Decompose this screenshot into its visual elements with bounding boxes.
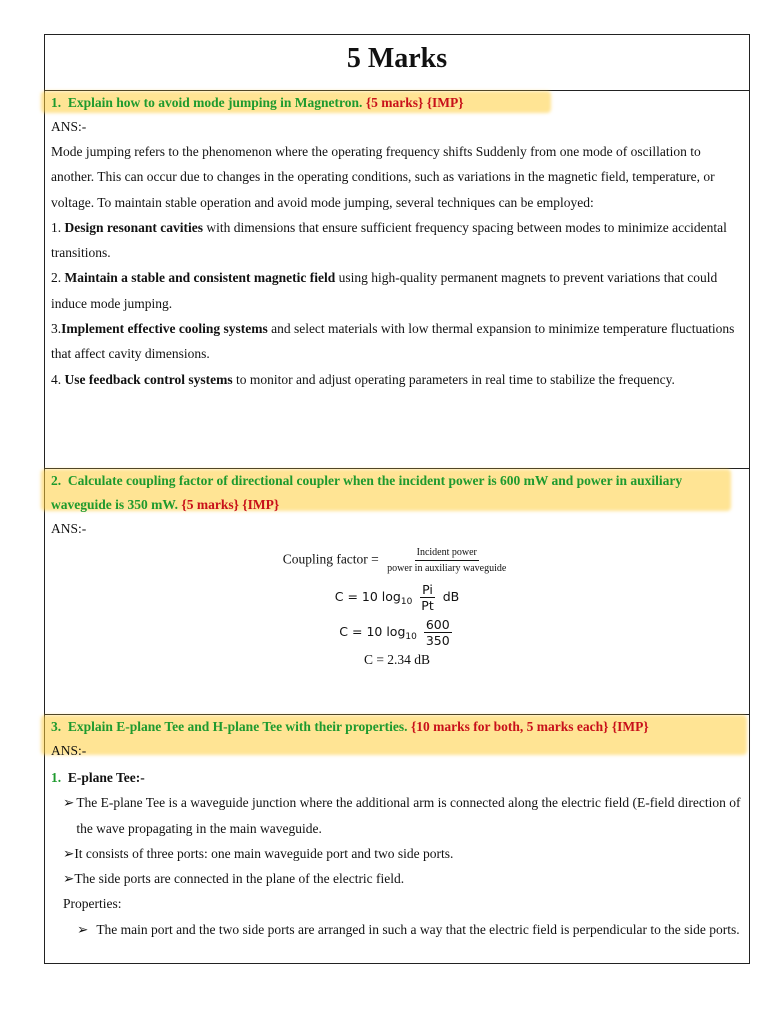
document-page <box>44 34 750 964</box>
question-3-section <box>45 715 749 965</box>
point-3: 3.Implement effective cooling systems and select materials with low thermal expansion to minimize temperature fluctuations that affect cavity dimensions. <box>51 321 735 362</box>
question-1-section <box>45 91 749 469</box>
arrow-bullet-icon: ➢ <box>63 795 75 811</box>
page-title: 5 Marks <box>45 35 749 91</box>
formula-result: C = 2.34 dB <box>363 652 431 667</box>
arrow-bullet-icon: ➢ <box>63 845 75 861</box>
bullet-item: ➢It consists of three ports: one main waveguide port and two side ports. <box>63 845 454 861</box>
question-3-heading: 3. Explain E-plane Tee and H-plane Tee with their properties. {10 marks for both, 5 marks each} {IMP} <box>51 719 649 734</box>
formula-substituted: C = 10 $\log_{10}$ $\frac{600}{350}$ <box>339 617 450 648</box>
question-2-heading: 2. Calculate coupling factor of directional coupler when the incident power is 600 mW and power in auxiliary waveguide is 350 mW. {5 marks} {IMP} <box>51 473 683 512</box>
formula-log-ratio: C = 10 $\log_{10}$ $\frac{Pi}{Pt}$ dB <box>334 582 460 613</box>
question-2-section <box>45 469 749 715</box>
point-4: 4. Use feedback control systems to monitor and adjust operating parameters in real time to stabilize the frequency. <box>51 371 675 387</box>
answer-intro: Mode jumping refers to the phenomenon where the operating frequency shifts Suddenly from one mode of oscillation to another. This can occur due to changes in the operating conditions, such as variations in the magnetic field, temperature, or voltage. To maintain stable operation and avoid mode jumping, several techniques can be employed: <box>51 144 715 210</box>
answer-label: ANS:- <box>51 743 87 758</box>
bullet-item: ➢ The E-plane Tee is a waveguide junction where the additional arm is connected along the electric field (E-field direction of the wave propagating in the main waveguide. <box>51 790 743 841</box>
answer-label: ANS:- <box>51 521 87 536</box>
point-2: 2. Maintain a stable and consistent magnetic field using high-quality permanent magnets to prevent variations that could induce mode jumping. <box>51 270 718 311</box>
answer-label: ANS:- <box>51 119 87 134</box>
question-1-heading: 1. Explain how to avoid mode jumping in Magnetron. {5 marks} {IMP} <box>51 95 464 110</box>
subheading-e-plane-tee: 1. E-plane Tee:- <box>51 770 145 785</box>
point-1: 1. Design resonant cavities with dimensions that ensure sufficient frequency spacing between modes to minimize accidental transitions. <box>51 219 727 261</box>
arrow-bullet-icon: ➢ <box>77 921 89 937</box>
bullet-item: ➢The side ports are connected in the plane of the electric field. <box>63 871 405 887</box>
property-item: ➢ The main port and the two side ports are arranged in such a way that the electric field is perpendicular to the side ports. <box>51 917 743 942</box>
formula-coupling-factor: Coupling factor = $\frac{\text{Incident power}}{\text{power in auxiliary waveguide}}$ <box>282 547 507 574</box>
properties-label: Properties: <box>63 896 122 912</box>
arrow-bullet-icon: ➢ <box>63 871 75 887</box>
